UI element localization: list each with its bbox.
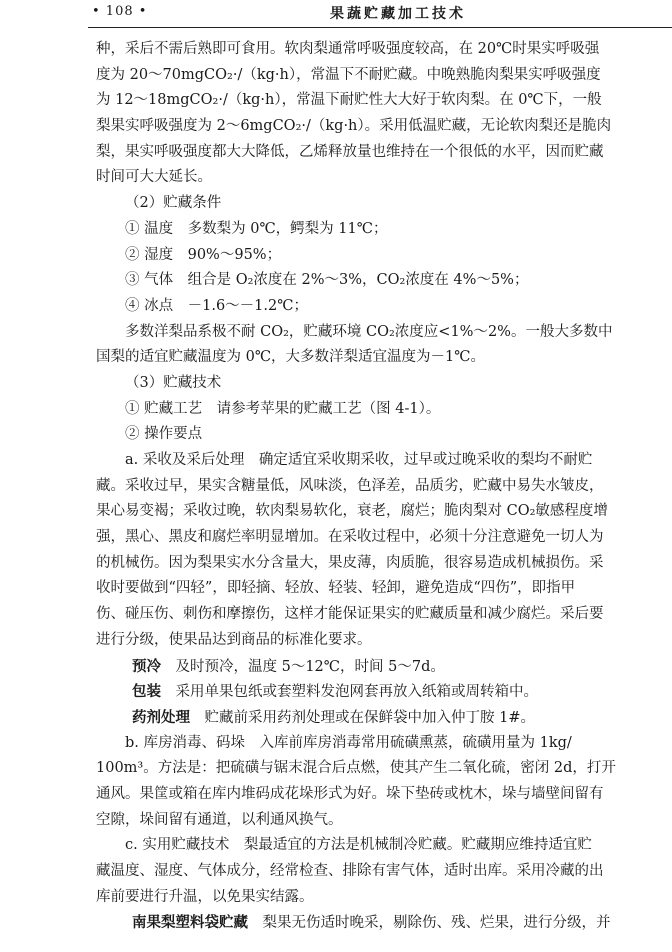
section-heading: （2）贮藏条件 xyxy=(125,195,222,212)
text-line: 为 12～18mgCO₂·/（kg·h），常温下耐贮性大大好于软肉梨。在 0℃下，一般 xyxy=(96,92,602,109)
text-line: 100m³。方法是：把硫磺与锯末混合后点燃，使其产生二氧化硫，密闭 2d，打开 xyxy=(96,760,616,777)
text-line: 的机械伤。因为梨果实水分含量大，果皮薄，肉质脆，很容易造成机械损伤。采 xyxy=(96,554,604,571)
header-rule xyxy=(88,27,672,28)
page-number: • 108 • xyxy=(92,4,148,19)
list-item: ① 温度 多数梨为 0℃，鳄梨为 11℃； xyxy=(125,220,388,237)
text-line: 梨，果实呼吸强度都大大降低，乙烯释放量也维持在一个很低的水平，因而贮藏 xyxy=(96,143,604,160)
text-line: 多数洋梨品系极不耐 CO₂，贮藏环境 CO₂浓度应<1%～2%。一般大多数中 xyxy=(125,323,613,340)
text-line: c. 实用贮藏技术 梨最适宜的方法是机械制冷贮藏。贮藏期应维持适宜贮 xyxy=(125,837,592,854)
list-item: ④ 冰点 －1.6～－1.2℃； xyxy=(125,297,308,314)
term-paragraph xyxy=(96,705,672,731)
term-label: 药剂处理 xyxy=(132,708,190,726)
term-paragraph xyxy=(96,910,672,936)
text-line: a. 采收及采后处理 确定适宜采收期采收，过早或过晚采收的梨均不耐贮 xyxy=(125,452,593,468)
text-line: 强，黑心、黑皮和腐烂率明显增加。在采收过程中，必须十分注意避免一切人为 xyxy=(96,529,604,546)
term-text: 采用单果包纸或套塑料发泡网套再放入纸箱或周转箱中。 xyxy=(161,684,538,701)
text-line: 空隙，垛间留有通道，以利通风换气。 xyxy=(96,811,343,828)
text-line: 果心易变褐；采收过晚，软肉梨易软化，衰老，腐烂；脆肉梨对 CO₂敏感程度增 xyxy=(96,503,608,520)
text-line: 库前要进行升温，以免果实结露。 xyxy=(96,888,314,905)
text-line: 时间可大大延长。 xyxy=(96,169,212,186)
text-line: 伤、碰压伤、刺伤和摩擦伤，这样才能保证果实的贮藏质量和减少腐烂。采后要 xyxy=(96,606,604,623)
term-text: 贮藏前采用药剂处理或在保鲜袋中加入仲丁胺 1#。 xyxy=(190,709,535,726)
text-line: 藏温度、湿度、气体成分，经常检查、排除有害气体，适时出库。采用冷藏的出 xyxy=(96,863,604,879)
text-line: 藏。采收过早，果实含糖量低，风味淡，色泽差，品质劣，贮藏中易失水皱皮， xyxy=(96,477,604,494)
text-line: 收时要做到“四轻”，即轻摘、轻放、轻装、轻卸，避免造成“四伤”，即指甲 xyxy=(96,580,576,597)
term-label: 预冷 xyxy=(132,657,161,675)
list-item: ① 贮藏工艺 请参考苹果的贮藏工艺（图 4-1）。 xyxy=(125,400,441,417)
text-line: 通风。果筐或箱在库内堆码成花垛形式为好。垛下垫砖或枕木，垛与墙壁间留有 xyxy=(96,785,604,802)
term-paragraph xyxy=(96,679,672,705)
term-text: 及时预冷，温度 5～12℃，时间 5～7d。 xyxy=(161,658,445,675)
running-title: 果蔬贮藏加工技术 xyxy=(330,6,466,22)
section-heading: （3）贮藏技术 xyxy=(125,374,222,391)
term-text: 梨果无伤适时晚采，剔除伤、残、烂果，进行分级，并 xyxy=(248,915,611,932)
text-line: 国梨的适宜贮藏温度为 0℃，大多数洋梨适宜温度为－1℃。 xyxy=(96,349,485,366)
text-line: b. 库房消毒、码垛 入库前库房消毒常用硫磺熏蒸，硫磺用量为 1kg/ xyxy=(125,734,572,751)
term-label: 包装 xyxy=(132,683,161,701)
text-line: 梨果实呼吸强度为 2～6mgCO₂·/（kg·h）。采用低温贮藏，无论软肉梨还是脆肉 xyxy=(96,118,612,135)
text-line: 度为 20～70mgCO₂·/（kg·h），常温下不耐贮藏。中晚熟脆肉梨果实呼吸强度 xyxy=(96,66,601,83)
text-line: 进行分级，使果品达到商品的标准化要求。 xyxy=(96,631,372,648)
list-item: ③ 气体 组合是 O₂浓度在 2%～3%，CO₂浓度在 4%～5%； xyxy=(125,272,529,289)
term-label: 南果梨塑料袋贮藏 xyxy=(132,914,248,932)
body-text xyxy=(96,37,672,936)
list-item: ② 操作要点 xyxy=(125,426,203,443)
page-header xyxy=(0,0,672,32)
term-paragraph xyxy=(96,654,672,680)
text-line: 种，采后不需后熟即可食用。软肉梨通常呼吸强度较高，在 20℃时果实呼吸强 xyxy=(96,41,600,57)
list-item: ② 湿度 90%～95%； xyxy=(125,246,282,263)
